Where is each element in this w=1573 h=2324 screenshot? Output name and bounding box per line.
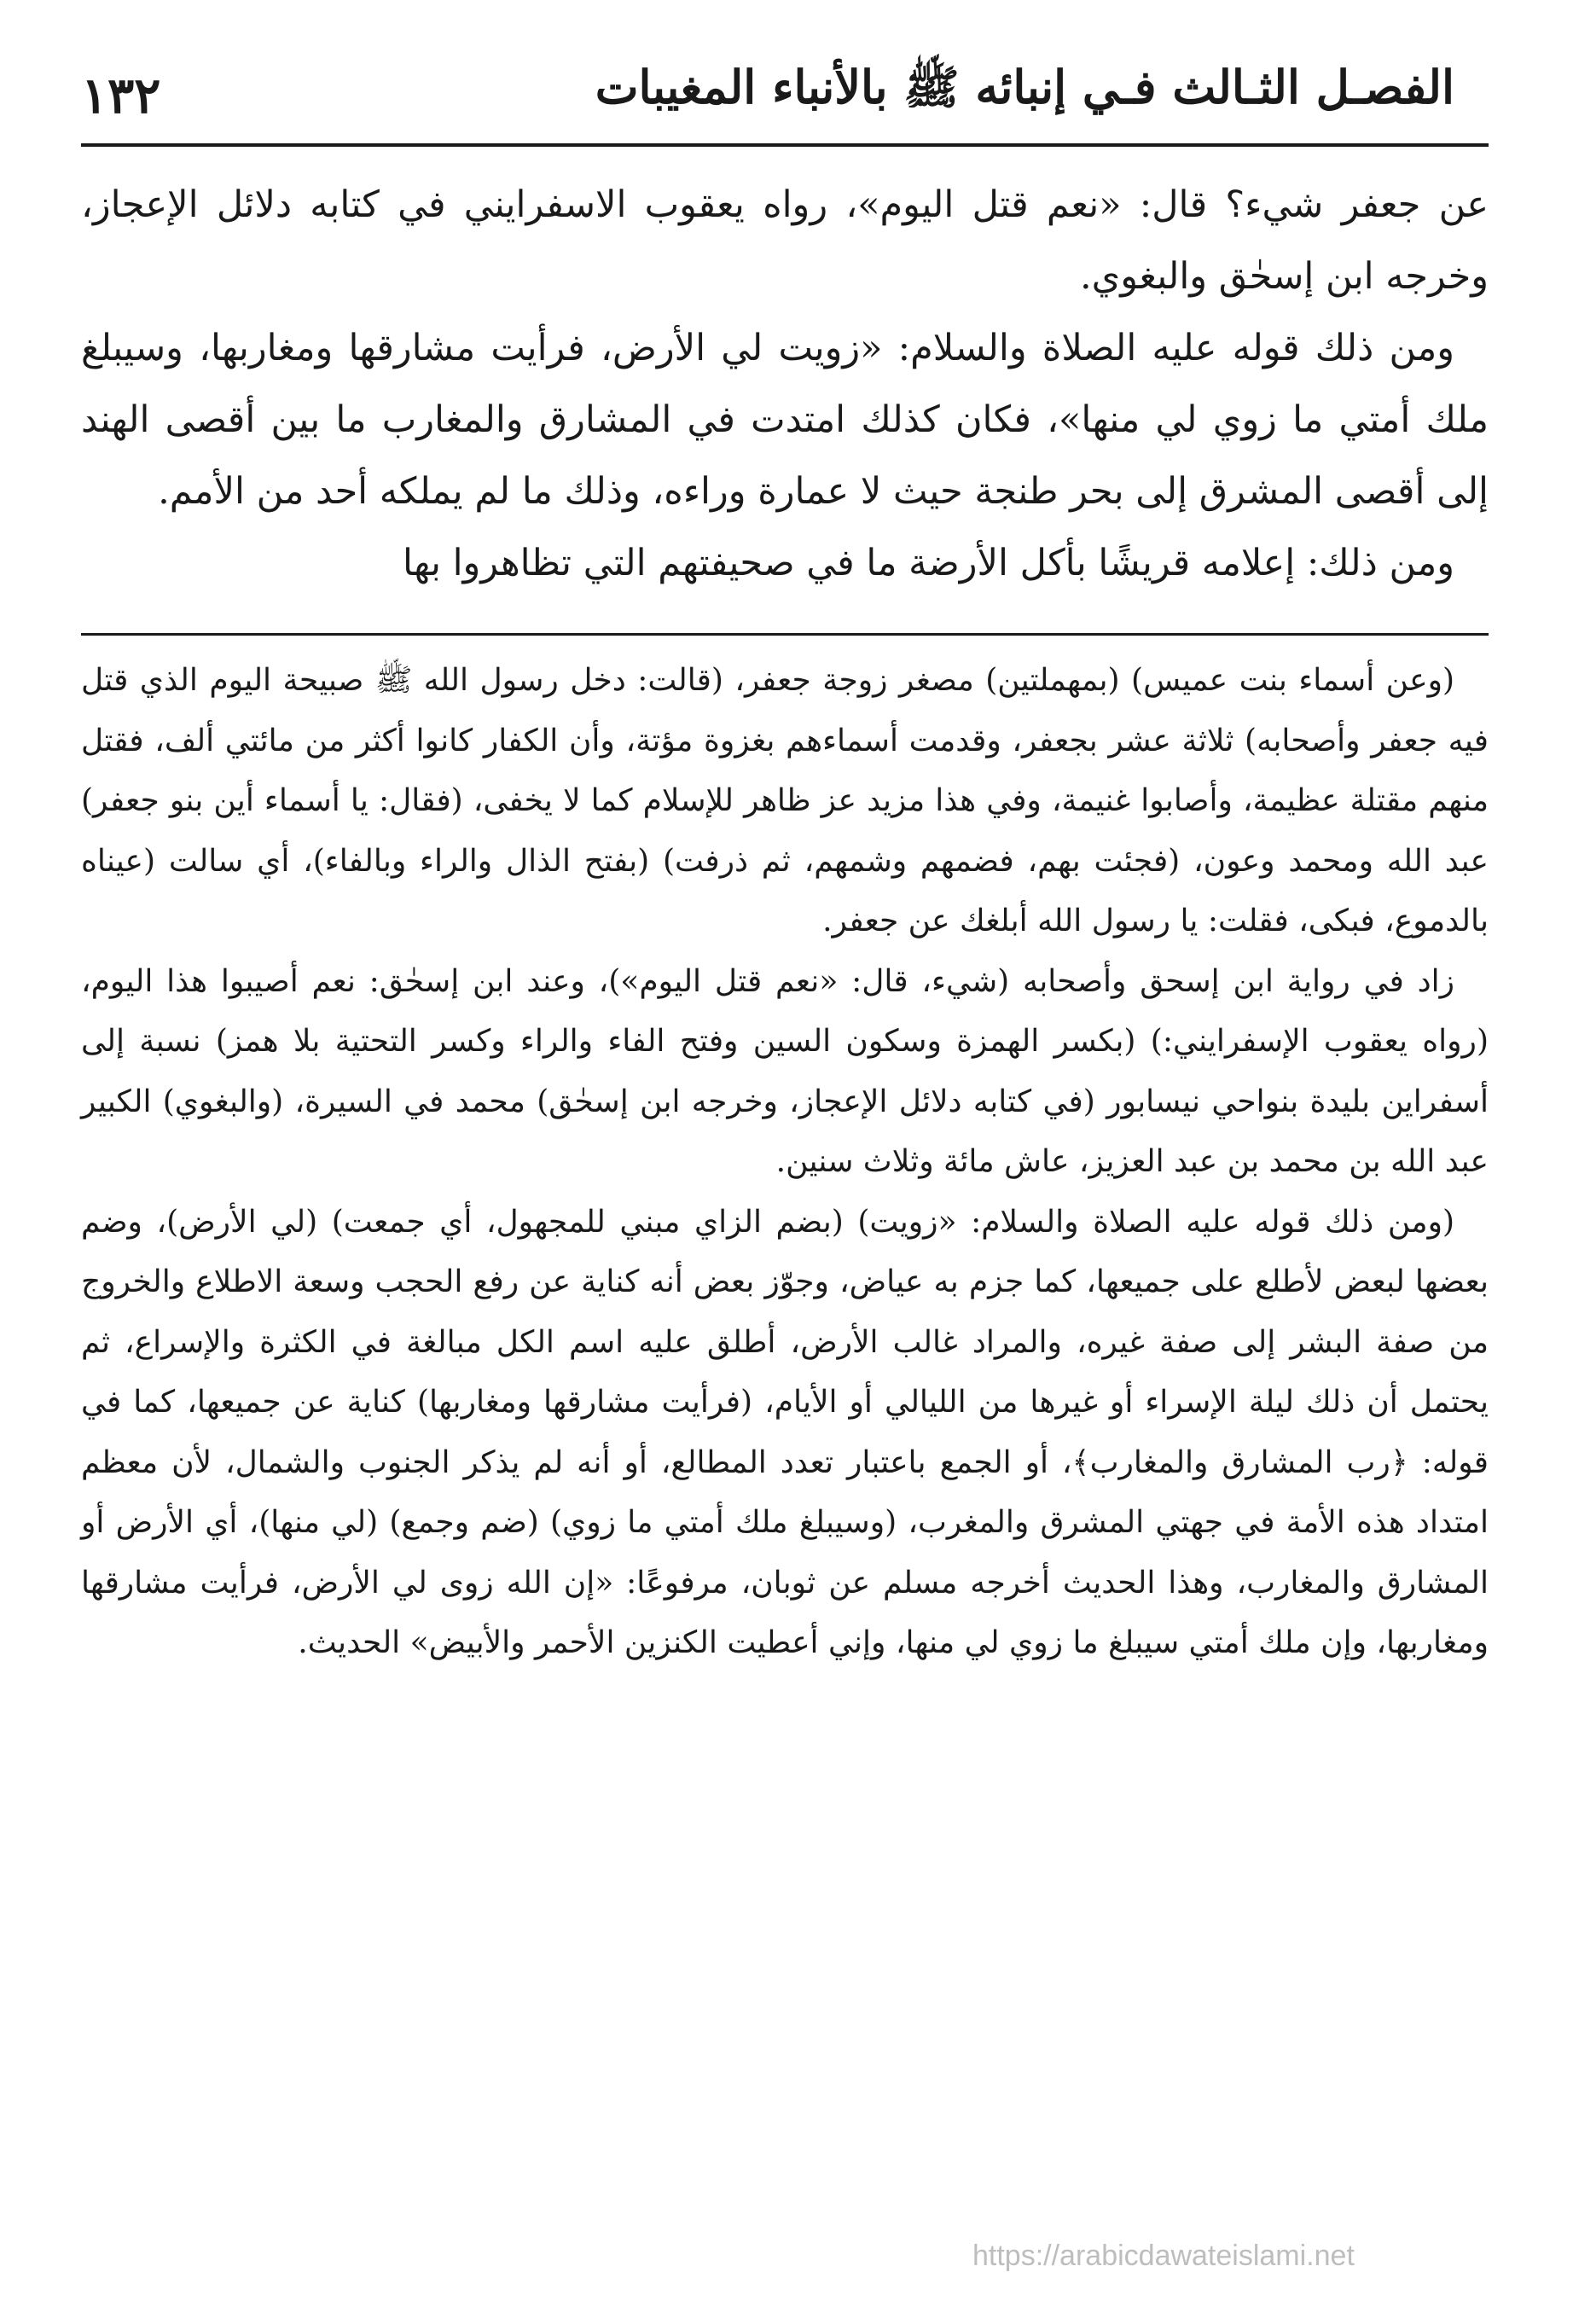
main-paragraph-2: ومن ذلك قوله عليه الصلاة والسلام: «زويت لي الأرض، فرأيت مشارقها ومغاربها، وسيبلغ ملك أمتي ما زوي لي منها»، فكان كذلك امتدت في المشارق والمغارب ما بين أقصى الهند إلى أقصى المشرق إلى بحر طنجة حيث لا عمارة وراءه، وذلك ما لم يملكه أحد من الأمم. [81, 327, 1489, 513]
main-text [81, 169, 1489, 599]
commentary-paragraph-1: (وعن أسماء بنت عميس) (بمهملتين) مصغر زوجة جعفر، (قالت: دخل رسول الله ﷺ صبيحة اليوم الذي قتل فيه جعفر وأصحابه) ثلاثة عشر بجعفر، وقدمت أسماءهم بغزوة مؤتة، وأن الكفار كانوا أكثر من مائتي ألف، فقتل منهم مقتلة عظيمة، وأصابوا غنيمة، وفي هذا مزيد عز ظاهر للإسلام كما لا يخفى، (فقال: يا أسماء أين بنو جعفر) عبد الله ومحمد وعون، (فجئت بهم، فضمهم وشمهم، ثم ذرفت) (بفتح الذال والراء وبالفاء)، أي سالت (عيناه بالدموع، فبكى، فقلت: يا رسول الله أبلغك عن جعفر. [81, 663, 1489, 938]
main-paragraph-3: ومن ذلك: إعلامه قريشًا بأكل الأرضة ما في صحيفتهم التي تظاهروا بها [403, 542, 1454, 584]
main-paragraph-1: عن جعفر شيء؟ قال: «نعم قتل اليوم»، رواه يعقوب الاسفرايني في كتابه دلائل الإعجاز، وخرجه ابن إسحٰق والبغوي. [81, 183, 1489, 298]
commentary-paragraph-3: (ومن ذلك قوله عليه الصلاة والسلام: «زويت) (بضم الزاي مبني للمجهول، أي جمعت) (لي الأرض)، وضم بعضها لبعض لأطلع على جميعها، كما جزم به عياض، وجوّز بعض أنه كناية عن رفع الحجب وسعة الاطلاع والخروج من صفة البشر إلى صفة غيره، والمراد غالب الأرض، أطلق عليه اسم الكل مبالغة في الكثرة والإسراع، ثم يحتمل أن ذلك ليلة الإسراء أو غيرها من الليالي أو الأيام، (فرأيت مشارقها ومغاربها) كناية عن جميعها، كما في قوله: ﴿رب المشارق والمغارب﴾، أو الجمع باعتبار تعدد المطالع، أو أنه لم يذكر الجنوب والشمال، لأن معظم امتداد هذه الأمة في جهتي المشرق والمغرب، (وسيبلغ ملك أمتي ما زوي) (ضم وجمع) (لي منها)، أي الأرض أو المشارق والمغارب، وهذا الحديث أخرجه مسلم عن ثوبان، مرفوعًا: «إن الله زوى لي الأرض، فرأيت مشارقها ومغاربها، وإن ملك أمتي سيبلغ ما زوي لي منها، وإني أعطيت الكنزين الأحمر والأبيض» الحديث. [81, 1204, 1489, 1660]
commentary [81, 651, 1489, 1674]
page-header [81, 51, 1489, 145]
page-number: ١٣٢ [81, 67, 161, 125]
commentary-paragraph-2: زاد في رواية ابن إسحق وأصحابه (شيء، قال: «نعم قتل اليوم»)، وعند ابن إسحٰق: نعم أصيبوا هذا اليوم، (رواه يعقوب الإسفرايني:) (بكسر الهمزة وسكون السين وفتح الفاء والراء وكسر التحتية بلا همز) نسبة إلى أسفراين بليدة بنواحي نيسابور (في كتابه دلائل الإعجاز، وخرجه ابن إسحٰق) محمد في السيرة، (والبغوي) الكبير عبد الله بن محمد بن عبد العزيز، عاش مائة وثلاث سنين. [81, 963, 1489, 1179]
running-head: الفصـل الثـالث فـي إنبائه ﷺ بالأنباء المغيبات [595, 60, 1454, 114]
header-rule [81, 143, 1489, 147]
book-page [81, 51, 1489, 1674]
watermark-url: https://arabicdawateislami.net [972, 2240, 1355, 2272]
commentary-divider [81, 633, 1489, 636]
